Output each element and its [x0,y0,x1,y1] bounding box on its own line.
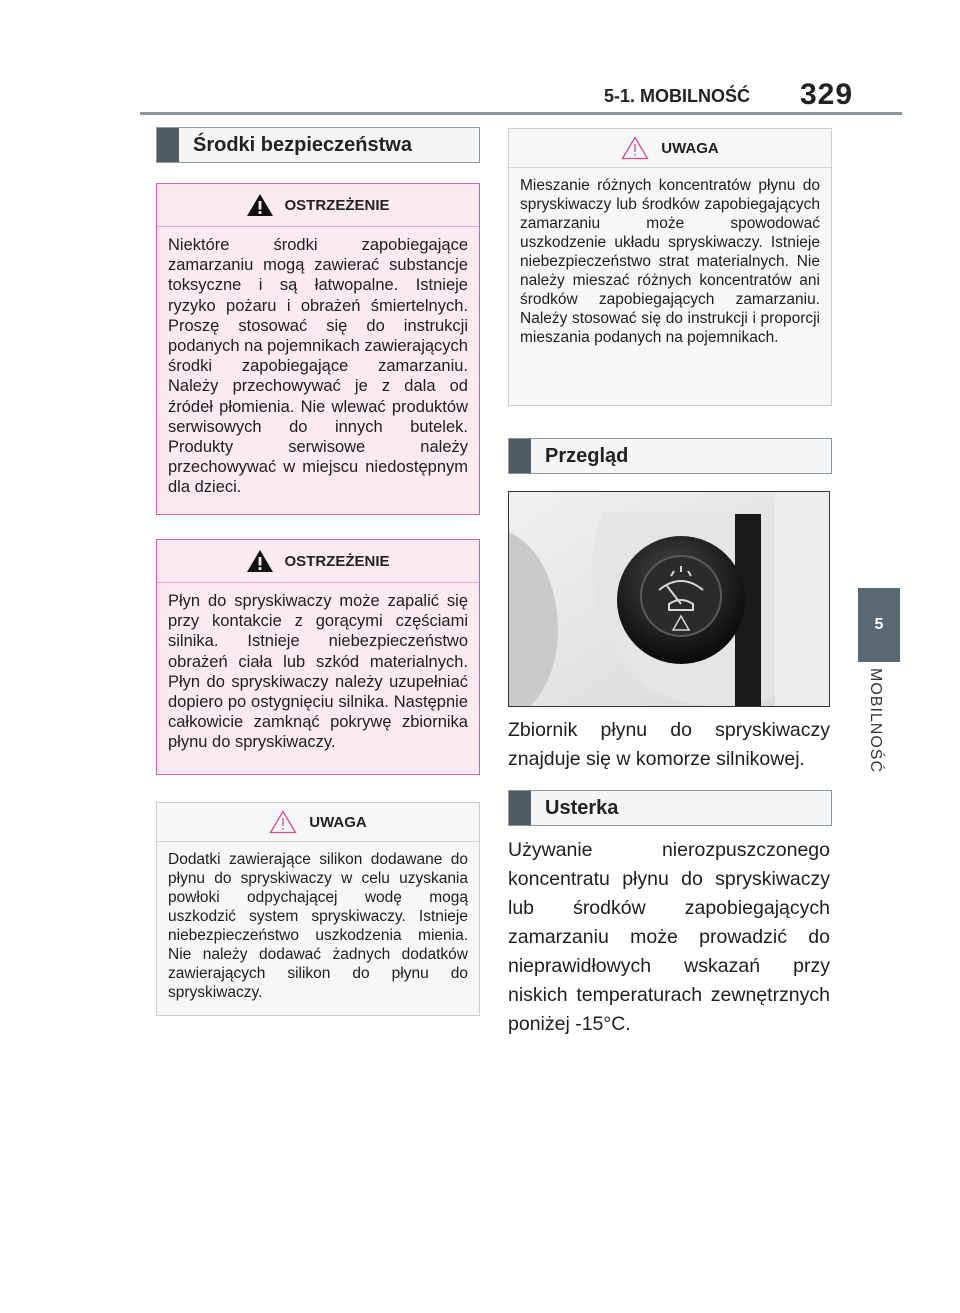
warning-box-2 [156,539,480,775]
heading-safety-title: Środki bezpieczeństwa [193,133,412,156]
note-text: Dodatki zawierające silikon dodawane do płynu do spryskiwaczy w celu uzyskania powłoki odpychającej wodę mogą uszkodzić system spryskiwaczy. Istnieje niebezpieczeństwo uszkodzenia mienia. Nie należy dodawać żadnych dodatków zawierających silikon do płynu do spryskiwaczy. [168,851,468,1001]
warning-text: Niektóre środki zapobiegające zamarzaniu mogą zawierać substancje toksyczne i są łatwopalne. Istnieje ryzyko pożaru i obrażeń śmiertelnych. Proszę stosować się do instrukcji podanych na pojemnikach zawierających środki zapobiegające zamarzaniu. Należy przechowywać je z dala od źródeł płomienia. Nie wlewać produktów serwisowych do innych butelek. Produkty serwisowe należy przechowywać w miejscu niedostępnym dla dzieci. [168,236,468,497]
page-number: 329 [800,78,854,111]
caution-outline-icon [621,136,649,160]
chapter-label: MOBILNOŚĆ [867,668,884,774]
note-header [157,803,479,842]
heading-mark [509,439,531,473]
note-label: UWAGA [309,813,367,831]
warning-label: OSTRZEŻENIE [284,552,390,570]
warning-triangle-icon [246,193,274,217]
warning-triangle-icon [246,549,274,573]
chapter-tab: 5 [858,588,900,662]
note-box-right [508,128,832,406]
heading-overview [508,438,832,474]
warning-header [157,540,479,583]
section-title: 5-1. MOBILNOŚĆ [604,86,751,106]
overview-text: Zbiornik płynu do spryskiwaczy znajduje się w komorze silnikowej. [508,719,830,770]
warning-text: Płyn do spryskiwaczy może zapalić się przy kontakcie z gorącymi częściami silnika. Istnieje niebezpieczeństwo obrażeń ciała lub szkód materialnych. Płyn do spryskiwaczy należy uzupełniać dopiero po ostygnięciu silnika. Następnie całkowicie zamknąć pokrywę zbiornika płynu do spryskiwaczy. [168,592,468,752]
heading-overview-title: Przegląd [545,444,629,467]
heading-fault-title: Usterka [545,796,619,819]
heading-fault [508,790,832,826]
washer-reservoir-photo [508,491,830,707]
reservoir-cap-illustration [509,492,830,707]
heading-mark [157,128,179,162]
note-label: UWAGA [661,139,719,157]
warning-label: OSTRZEŻENIE [284,196,390,214]
warning-box-1 [156,183,480,515]
fault-text: Używanie nierozpuszczonego koncentratu płynu do spryskiwaczy lub środków zapobiegających zamarzaniu może prowadzić do nieprawidłowych wskazań przy niskich temperaturach zewnętrznych poniżej -15°C. [508,839,830,1035]
note-header [509,129,831,168]
note-text: Mieszanie różnych koncentratów płynu do spryskiwaczy lub środków zapobiegających zamarzaniu może spowodować uszkodzenie układu spryskiwaczy. Istnieje niebezpieczeństwo strat materialnych. Nie należy mieszać różnych koncentratów ani środków zapobiegających zamarzaniu. Należy stosować się do instrukcji i proporcji mieszania podanych na pojemnikach. [520,177,820,346]
header-rule [140,112,902,115]
heading-safety [156,127,480,163]
warning-header [157,184,479,227]
caution-outline-icon [269,810,297,834]
note-box-left [156,802,480,1016]
heading-mark [509,791,531,825]
